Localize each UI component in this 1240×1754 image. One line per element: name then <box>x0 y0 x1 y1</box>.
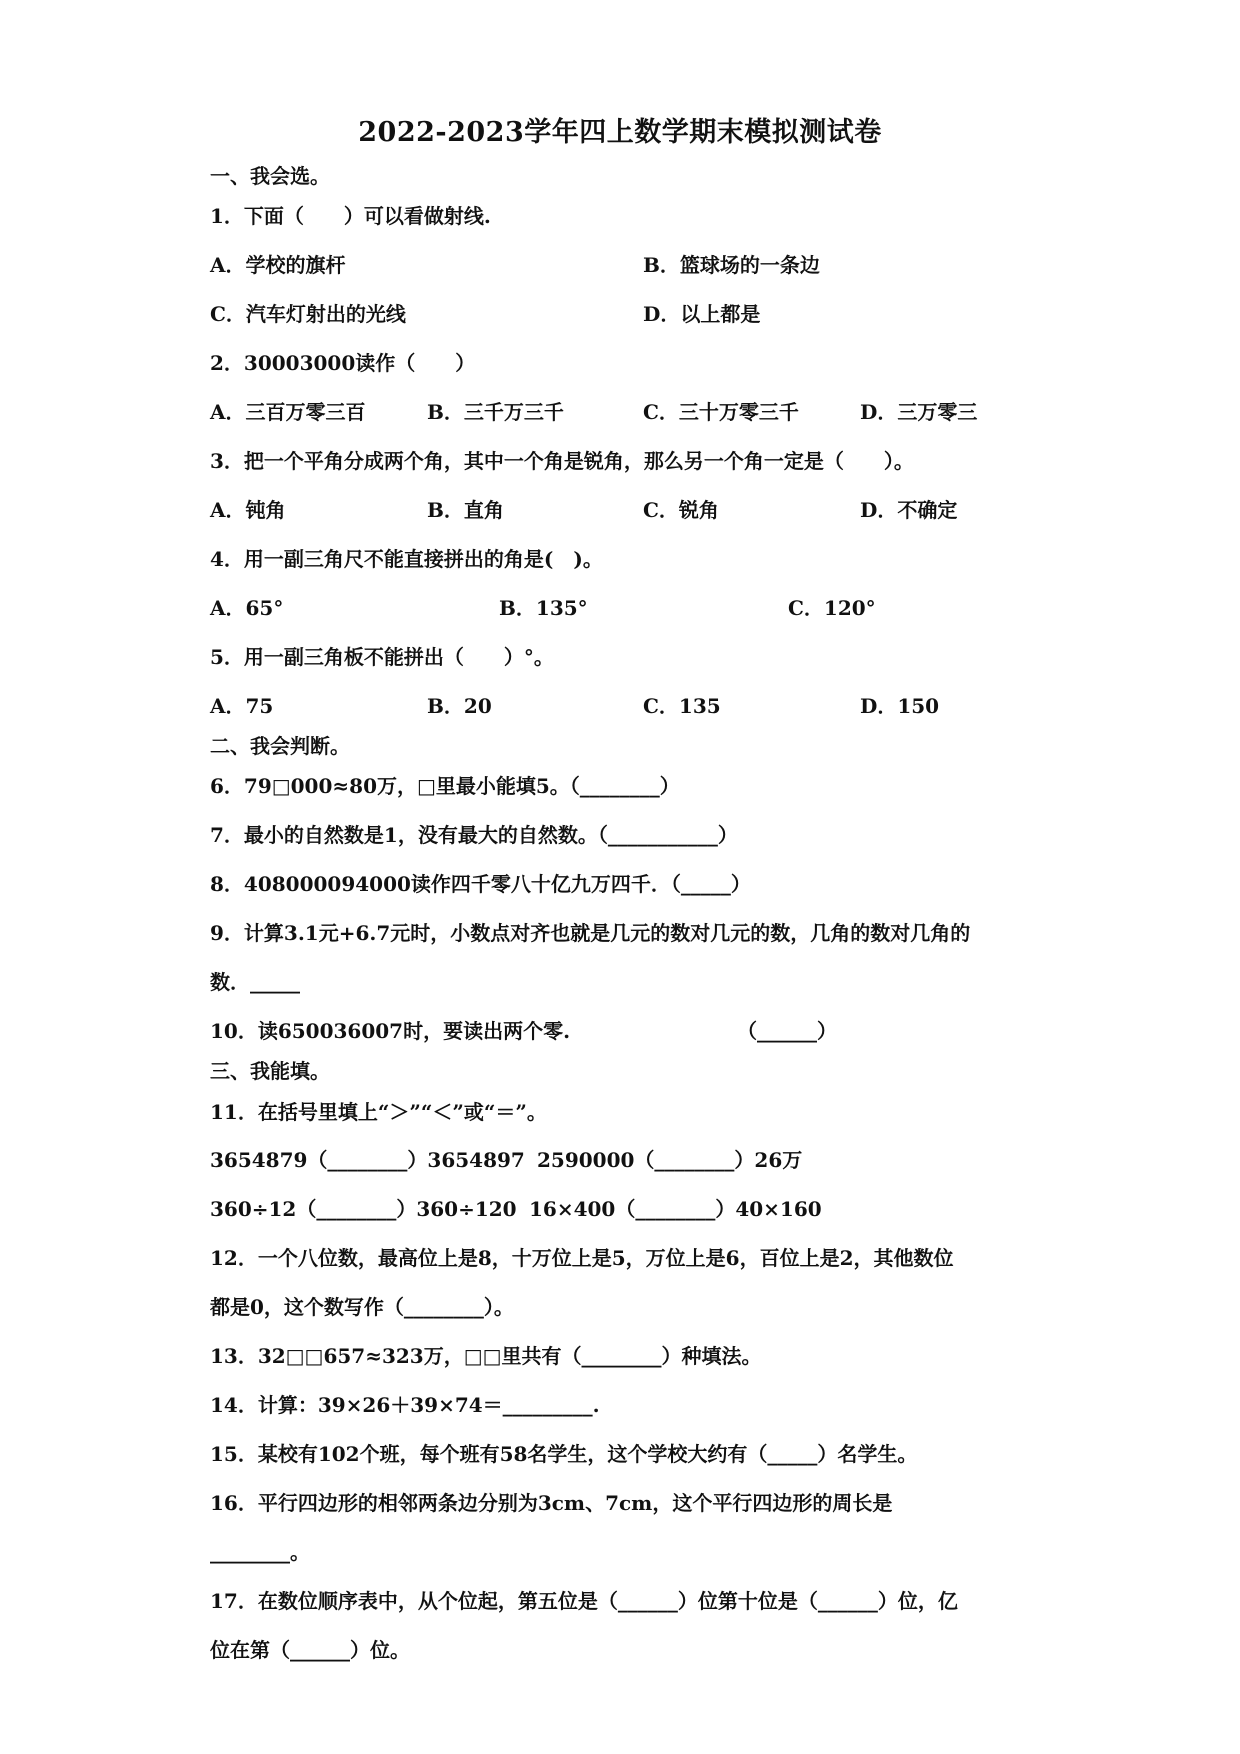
q1-option-d: D．以上都是 <box>643 302 761 326</box>
q2-option-c: C．三十万零三千 <box>643 400 799 424</box>
q3-option-d: D．不确定 <box>860 498 958 522</box>
q11-compare-2: 2590000（________）26万 <box>537 1148 803 1172</box>
question-2: 2．30003000读作（ ） <box>210 351 476 375</box>
q2-option-a: A．三百万零三百 <box>210 400 366 424</box>
section-heading-judge: 二、我会判断。 <box>210 734 350 758</box>
section-heading-choice: 一、我会选。 <box>210 164 330 188</box>
question-16-line-2: ________。 <box>210 1540 310 1564</box>
q11-compare-1: 3654879（________）3654897 <box>210 1148 525 1172</box>
question-3: 3．把一个平角分成两个角，其中一个角是锐角，那么另一个角一定是（ ）。 <box>210 449 914 473</box>
question-13: 13．32□□657≈323万，□□里共有（________）种填法。 <box>210 1344 762 1368</box>
q1-option-a: A．学校的旗杆 <box>210 253 346 277</box>
q5-option-a: A．75 <box>210 694 274 718</box>
q2-option-d: D．三万零三 <box>860 400 978 424</box>
question-10-blank: （______） <box>737 1019 837 1043</box>
question-11: 11．在括号里填上“＞”“＜”或“＝”。 <box>210 1100 547 1124</box>
q4-option-c: C．120° <box>788 596 876 620</box>
q3-option-c: C．锐角 <box>643 498 719 522</box>
question-12-line-2: 都是0，这个数写作（________）。 <box>210 1295 514 1319</box>
question-4: 4．用一副三角尺不能直接拼出的角是( )。 <box>210 547 603 571</box>
q3-option-b: B．直角 <box>427 498 504 522</box>
q2-option-b: B．三千万三千 <box>427 400 564 424</box>
q5-option-d: D．150 <box>860 694 940 718</box>
q11-compare-3: 360÷12（________）360÷120 <box>210 1197 517 1221</box>
q4-option-a: A．65° <box>210 596 284 620</box>
q1-option-b: B．篮球场的一条边 <box>643 253 820 277</box>
question-14: 14．计算：39×26＋39×74＝_________. <box>210 1393 600 1417</box>
question-8: 8．408000094000读作四千零八十亿九万四千．（_____） <box>210 872 751 896</box>
question-9-line-2: 数．_____ <box>210 970 300 994</box>
question-1: 1．下面（ ）可以看做射线. <box>210 204 491 228</box>
q5-option-c: C．135 <box>643 694 721 718</box>
question-6: 6．79□000≈80万，□里最小能填5。（________） <box>210 774 680 798</box>
question-16-line-1: 16．平行四边形的相邻两条边分别为3cm、7cm，这个平行四边形的周长是 <box>210 1491 893 1515</box>
question-12-line-1: 12．一个八位数，最高位上是8，十万位上是5，万位上是6，百位上是2，其他数位 <box>210 1246 954 1270</box>
question-17-line-2: 位在第（______）位。 <box>210 1638 410 1662</box>
question-9-line-1: 9．计算3.1元+6.7元时，小数点对齐也就是几元的数对几元的数，几角的数对几角的 <box>210 921 971 945</box>
q1-option-c: C．汽车灯射出的光线 <box>210 302 406 326</box>
q11-compare-4: 16×400（________）40×160 <box>529 1197 822 1221</box>
question-7: 7．最小的自然数是1，没有最大的自然数。（___________） <box>210 823 738 847</box>
question-5: 5．用一副三角板不能拼出（ ）°。 <box>210 645 554 669</box>
section-heading-fill: 三、我能填。 <box>210 1059 330 1083</box>
page-title: 2022-2023学年四上数学期末模拟测试卷 <box>358 117 882 148</box>
q3-option-a: A．钝角 <box>210 498 286 522</box>
q5-option-b: B．20 <box>427 694 492 718</box>
question-17-line-1: 17．在数位顺序表中，从个位起，第五位是（______）位第十位是（______）位，亿 <box>210 1589 958 1613</box>
question-15: 15．某校有102个班，每个班有58名学生，这个学校大约有（_____）名学生。 <box>210 1442 918 1466</box>
q4-option-b: B．135° <box>499 596 588 620</box>
question-10: 10．读650036007时，要读出两个零. <box>210 1019 571 1043</box>
